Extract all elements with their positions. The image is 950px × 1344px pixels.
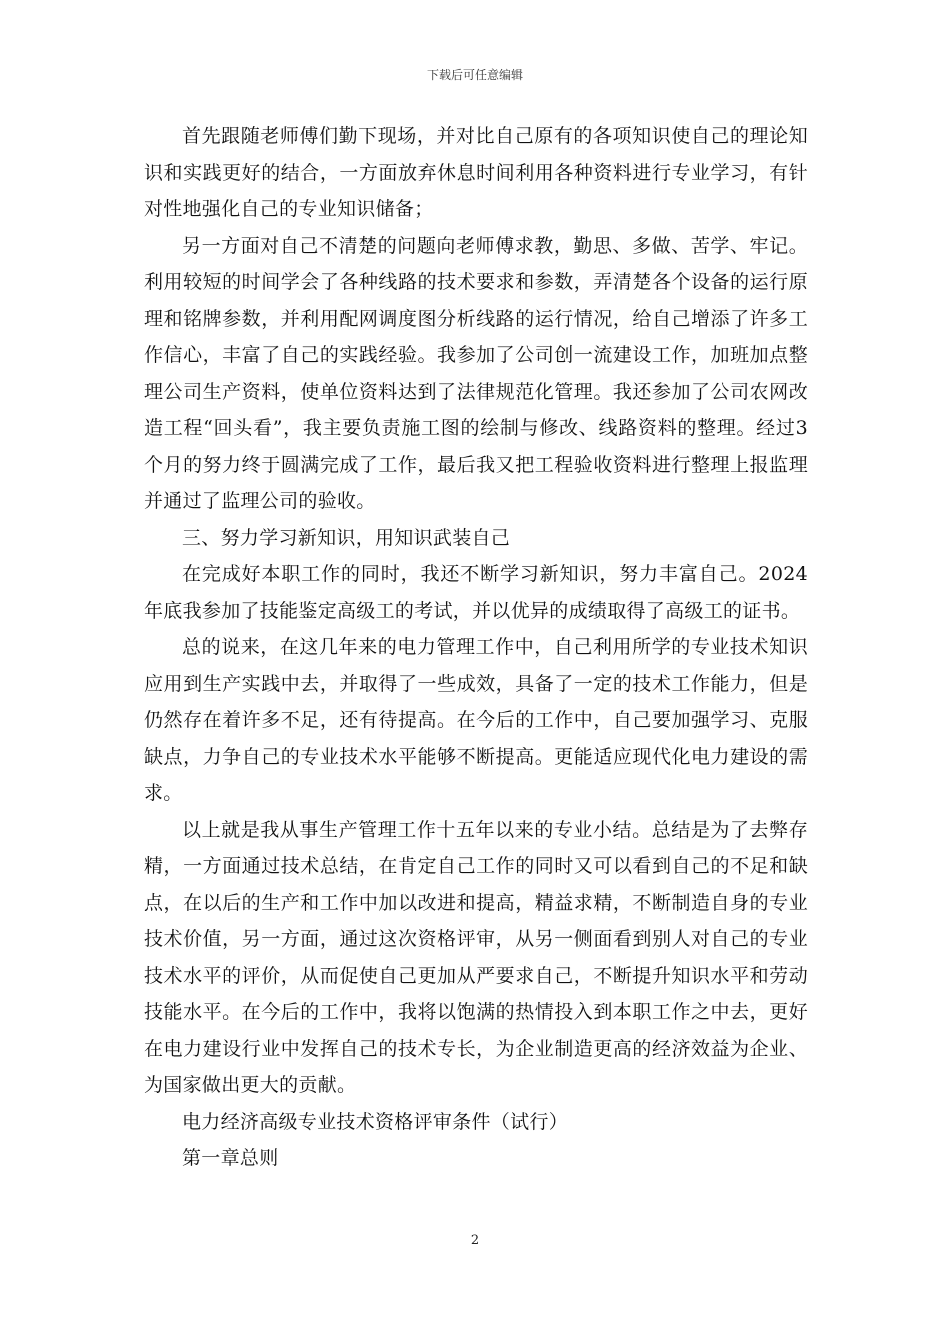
- paragraph-2: 另一方面对自己不清楚的问题向老师傅求教，勤思、多做、苦学、牢记。利用较短的时间学会了各种线路的技术要求和参数，弄清楚各个设备的运行原理和铭牌参数，并利用配网调度图分析线路的运行情况，给自己增添了许多工作信心，丰富了自己的实践经验。我参加了公司创一流建设工作，加班加点整理公司生产资料，使单位资料达到了法律规范化管理。我还参加了公司农网改造工程“回头看”，我主要负责施工图的绘制与修改、线路资料的整理。经过3个月的努力终于圆满完成了工作，最后我又把工程验收资料进行整理上报监理并通过了监理公司的验收。: [144, 234, 808, 512]
- paragraph-6: 以上就是我从事生产管理工作十五年以来的专业小结。总结是为了去弊存精，一方面通过技术总结，在肯定自己工作的同时又可以看到自己的不足和缺点，在以后的生产和工作中加以改进和提高，精益求精，不断制造自身的专业技术价值，另一方面，通过这次资格评审，从另一侧面看到别人对自己的专业技术水平的评价，从而促使自己更加从严要求自己，不断提升知识水平和劳动技能水平。在今后的工作中，我将以饱满的热情投入到本职工作之中去，更好在电力建设行业中发挥自己的技术专长，为企业制造更高的经济效益为企业、为国家做出更大的贡献。: [144, 818, 808, 1096]
- paragraph-4: 在完成好本职工作的同时，我还不断学习新知识，努力丰富自己。2024年底我参加了技能鉴定高级工的考试，并以优异的成绩取得了高级工的证书。: [144, 563, 808, 622]
- chapter-heading: 第一章总则: [182, 1147, 279, 1169]
- section-heading-3: 三、努力学习新知识，用知识武装自己: [182, 526, 511, 549]
- document-title: 电力经济高级专业技术资格评审条件（试行）: [182, 1110, 569, 1133]
- paragraph-5: 总的说来，在这几年来的电力管理工作中，自己利用所学的专业技术知识应用到生产实践中去，并取得了一些成效，具备了一定的技术工作能力，但是仍然存在着许多不足，还有待提高。在今后的工作中，自己要加强学习、克服缺点，力争自己的专业技术水平能够不断提高。更能适应现代化电力建设的需求。: [144, 636, 808, 804]
- page-number: 2: [470, 1233, 480, 1248]
- paragraph-1: 首先跟随老师傅们勤下现场，并对比自己原有的各项知识使自己的理论知识和实践更好的结合，一方面放弃休息时间利用各种资料进行专业学习，有针对性地强化自己的专业知识储备；: [144, 125, 808, 220]
- document-body: [144, 118, 808, 1177]
- page-header: 下载后可任意编辑: [426, 68, 523, 82]
